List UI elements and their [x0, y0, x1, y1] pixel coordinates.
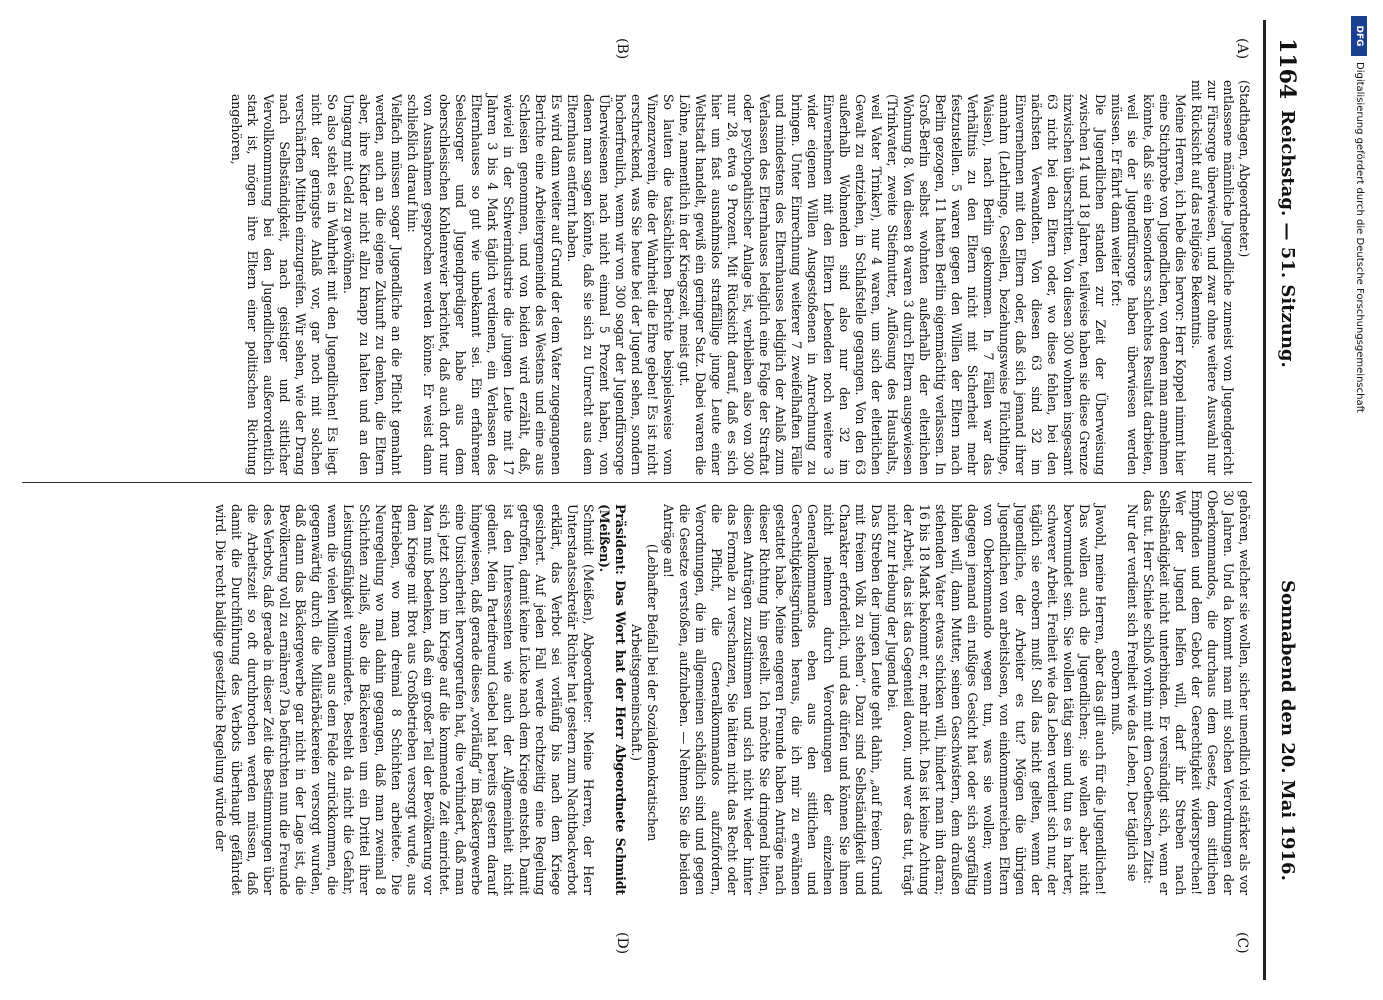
right-column — [212, 490, 1252, 895]
quote-paragraph: Die Jugendlichen standen zur Zeit der Überweisung zwischen 14 und 18 Jahren, teilweise haben sie diese Grenze inzwischen überschritten. Von diesen 300 wohnen insgesamt 63 nicht bei den Eltern oder, wo diese fehlen, bei den nächsten Verwandten. Von diesen 63 sind 32 im Einvernehmen mit den Eltern oder, daß sich jemand ihrer annahm (Lehrlinge, Gesellen, beziehungsweise Flüchtlinge, Waisen), nach Berlin gekommen. In 7 Fällen war das Verhältnis zu den Eltern nicht mit Sicherheit mehr festzustellen. 5 waren gegen den Willen der Eltern nach Berlin gezogen, 11 hatten Berlin eigenmächtig verlassen. In Groß-Berlin selbst wohnten außerhalb der elterlichen Wohnung 8. Von diesen 8 waren 3 durch Eltern ausgewiesen (Trinkvater, zweite Stiefmutter, Auflösung des Haushalts, weil Vater Trinker), nur 4 waren, um sich der elterlichen Gewalt zu entziehen, in Schlafstelle gegangen. Von den 63 außerhalb Wohnenden sind also nur den 32 im Einvernehmen mit den Eltern Lebenden noch weitere 3 wider eigenen Willen Ausgestoßenen in Anrechnung zu bringen. Unter Einrechnung weiterer 7 zweifelhaften Fälle und mindestens des Elternhauses lediglich der Anlaß zum Verlassen des Elternhauses lediglich eine Folge der Straftat oder psychopathischer Anlage ist, verbleiben also von 300 nur 28, etwa 9 Prozent. Mit Rücksicht darauf, daß es sich hier um fast ausnahmslos straffällige junge Leute einer Weltstadt handelt, gewiß ein geringer Satz. Dabei waren die Löhne, namentlich in der Kriegszeit, meist gut. — [677, 94, 1108, 475]
margin-marker-c: (C) — [1234, 932, 1250, 954]
paragraph: entlassene männliche Jugendliche zumeist vom Jugendgericht zur Fürsorge überwiesen, und zwar ohne weitere Auswahl nur mit Rücksicht auf das religiöse Bekenntnis. — [1189, 80, 1236, 475]
credit-text: Digitalisierung gefördert durch die Deutsche Forschungsgemeinschaft — [1354, 62, 1365, 413]
dfg-logo: DFG — [1351, 16, 1367, 56]
paragraph: gehören, welcher sie wollen, sicher unendlich viel stärker als vor 30 Jahren. Und da kommt man mit solchen Verordnungen der Oberkommandos, die durchaus dem Gesetz, dem sittlichen Empfinden und dem Gebot der Gerechtigkeit widersprechen! Wer der Jugend helfen will, darf ihr Streben nach Selbständigkeit nicht unterbinden. Er versündigt sich, wenn er das tut. Herr Schiele schloß vorhin mit dem Goetheschen Zitat: — [1141, 490, 1252, 895]
paragraph: Es wird dann weiter auf Grund der dem Vater zugegangenen Berichte eine Arbeitergemeinde des Westens und eine aus Schlesien genommen, und von beiden wird erzählt, daß, wieviel in der Schwerindustrie die jungen Leute mit 17 Jahren 3 bis 4 Mark täglich verdienen, ein Verlassen des Elternhauses so gut wie unbekannt sei. Ein erfahrener Seelsorger und Jugendprediger habe aus dem oberschlesischen Kohlenrevier berichtet, daß auch dort nur von Ausnahmen gesprochen werden könne. Er weist dann schließlich darauf hin: — [405, 94, 564, 475]
applause-note: (Lebhafter Beifall bei der Sozialdemokratischen Arbeitsgemeinschaft.) — [629, 543, 660, 842]
header-rule — [1263, 20, 1266, 980]
margin-marker-a: (A) — [1234, 38, 1250, 60]
margin-marker-d: (D) — [614, 932, 630, 955]
speaker-line: (Stadthagen, Abgeordneter.) — [1237, 80, 1252, 258]
paragraph: Schmidt (Meißen), Abgeordneter: Meine Herren, der Herr Unterstaatssekretär Richter hat gestern zum Nachtbackverbot erklärt, das Verbot sei vorläufig bis nach dem Kriege gesichert. Auf jeden Fall werde rechtzeitig eine Regelung getroffen, damit keine Lücke nach dem Kriege entsteht. Damit ist den Interessenten wie auch der Allgemeinheit nicht gedient. Mein Parteifreund Giebel hat bereits gestern darauf hingewiesen, daß gerade dieses „vorläufig“ im Bäckergewerbe eine Unsicherheit hervorgerufen hat, die verhindert, daß man sich jetzt schon im Kriege auf die kommende Zeit einrichtet. Man muß bedenken, daß ein großer Teil der Bevölkerung vor dem Kriege mit Brot aus Großbetrieben versorgt wurde, aus Betrieben, wo man dreimal 8 Schichten arbeitete. Die Neuregelung wo mal dahin gegangen, daß man zweimal 8 Schichten zuließ, also die Bäckereien um ein Drittel ihrer Leistungsfähigkeit verminderte. Besteht da nicht die Gefahr, wenn die vielen Millionen aus dem Felde zurückkommen, die gegenwärtig durch die Militärbäckereien versorgt wurden, daß dann das Bäckergewerbe gar nicht in der Lage ist, die Bevölkerung voll zu ernähren? Da befürchten nun die Freunde des Verbots, daß gerade in dieser Zeit die Bestimmungen über die Arbeitszeit so oft durchbrochen werden müssen, daß damit die Durchführung des Verbots überhaupt gefährdet wird. Die recht baldige gesetzliche Regelung würde der — [213, 504, 596, 895]
paragraph: So lauten die tatsächlichen Berichte beispielsweise vom Vinzenzverein, die der Wahrheit die Ehre geben! Es ist nicht erschreckend, was Sie heute bei der Jugend sehen, sondern hocherfreulich, wenn wir von 300 sogar der Jugendfürsorge Überwiesenen nach nicht einmal 5 Prozent haben, von denen man sagen könnte, daß sie sich zu Unrecht aus dem Elternhaus entfernt haben. — [565, 94, 676, 475]
header-date: Sonnabend den 20. Mai 1916. — [1277, 580, 1298, 881]
digitization-credit — [1345, 10, 1375, 710]
paragraph: Jawohl, meine Herren, aber das gilt auch für die Jugendlichen! Das wollen auch die Jugendlichen; sie wollen aber nicht bevormundet sein. Sie wollen tätig sein und tun es in harter, schwerer Arbeit. Freiheit wie das Leben verdient sich nur, der täglich sie erobern muß! Soll das nicht gelten, wenn der Jugendliche, der Arbeiter es tut? Mögen die übrigen Jugendlichen von arbeitslosen, von einkommenreichen Eltern von Oberkommando wegen tun, was sie wollen; wenn dagegen jemand ein rußiges Gesicht hat oder sich sorgfältig bilden will, dann Mutter, seinen Geschwistern, dem draußen stehenden Vater etwas schicken will, hindert man ihn daran; 16 bis 18 Mark bekommt er, mehr nicht. Das ist keine Achtung der Arbeit, das ist das Gegenteil davon, und wer das tut, trägt nicht zur Hebung der Jugend bei. — [885, 504, 1108, 895]
column-divider — [22, 482, 1252, 483]
header-title: Reichstag. — 51. Sitzung. — [1277, 110, 1298, 368]
paragraph: Das Streben der jungen Leute geht dahin, „auf freiem Grund mit freiem Volk zu stehen“. Dazu sind Selbständigkeit und Charakter erforderlich, und das dürfen und können Sie ihnen nicht nehmen durch Verordnungen der einzelnen Generalkommandos eben aus den sittlichen und Gerechtigkeitsgründen heraus, die ich mir zu erwähnen gestattet habe. Meine engeren Freunde haben Anträge nach dieser Richtung hin gestellt. Ich möchte Sie dringend bitten, diesen Anträgen zuzustimmen und sich nicht wieder hinter das Formale zu verschanzen, Sie hätten nicht das Recht oder die Pflicht, die Generalkommandos aufzufordern, Verordnungen, die im allgemeinen schädlich sind und gegen die Gesetze verstoßen, aufzuheben. — Nehmen Sie die beiden Anträge an! — [661, 504, 884, 895]
paragraph: Meine Herren, ich hebe dies hervor: Herr Koppel nimmt hier eine Stichprobe von Jugendlichen, von denen man annehmen könnte, daß sie ein besonders schlechtes Resultat darbieten, weil sie der Jugendfürsorge haben überwiesen werden müssen. Er fährt dann weiter fort: — [1109, 94, 1188, 475]
page-header — [1272, 20, 1300, 975]
quote-paragraph: Vielfach müssen sogar Jugendliche an die Pflicht gemahnt werden, auch an die eigene Zukunft zu denken, die Eltern aber, ihre Kinder nicht allzu knapp zu halten und an den Umgang mit Geld zu gewöhnen. — [341, 94, 404, 475]
president-line: Präsident: Das Wort hat der Herr Abgeordnete Schmidt (Meißen). — [597, 504, 628, 895]
page-number: 1164 — [1274, 38, 1300, 100]
paragraph: So also steht es in Wahrheit mit den Jugendlichen! Es liegt nicht der geringste Anlaß vor, gar noch mit solchen verschärften Mitteln einzugreifen. Wir sehen, wie der Drang nach Selbständigkeit, nach geistiger und sittlicher Vervollkommnung bei den Jugendlichen außerordentlich stark ist, mögen ihre Eltern einer politischen Richtung angehören, — [229, 94, 340, 475]
margin-marker-b: (B) — [614, 38, 630, 60]
left-column — [228, 80, 1252, 475]
quote-verse: Nur der verdient sich Freiheit wie das Leben, Der täglich sie erobern muß. — [1109, 503, 1140, 882]
